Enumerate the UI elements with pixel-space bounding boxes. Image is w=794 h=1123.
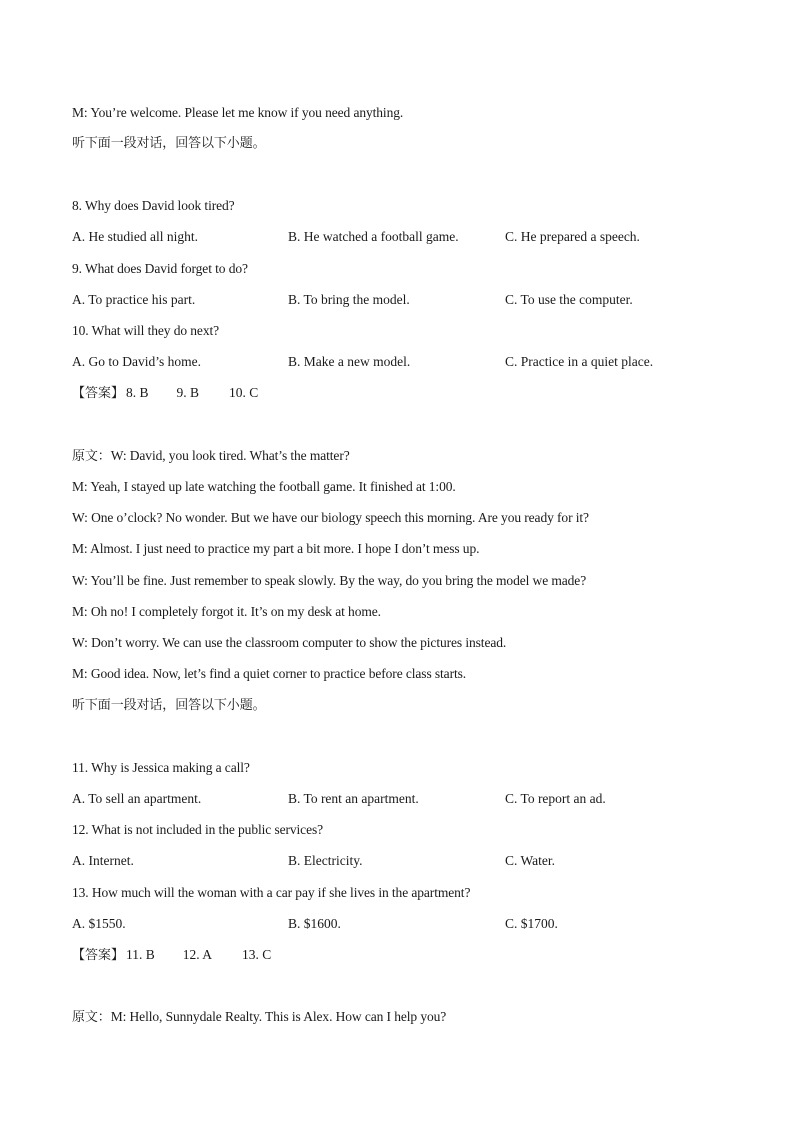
option-c: C. Water. (505, 853, 556, 868)
dialogue-line: W: David, you look tired. What’s the matter? (110, 448, 350, 463)
answer-13: 13. C (242, 947, 272, 962)
option-a: A. He studied all night. (72, 229, 198, 244)
option-b: B. To bring the model. (288, 292, 410, 307)
option-a: A. Internet. (72, 853, 134, 868)
option-c: C. He prepared a speech. (505, 229, 640, 244)
option-c: C. Practice in a quiet place. (505, 354, 654, 369)
answer-label: 【答案】 (72, 386, 125, 401)
dialogue-line: M: Almost. I just need to practice my part a bit more. I hope I don’t mess up. (72, 541, 480, 556)
option-b: B. To rent an apartment. (288, 791, 419, 806)
question-8: 8. Why does David look tired? (72, 198, 235, 213)
dialogue-line: W: One o’clock? No wonder. But we have our biology speech this morning. Are you ready for it? (72, 510, 589, 525)
answer-11: 11. B (126, 947, 155, 962)
option-c: C. To report an ad. (505, 791, 606, 806)
transcript-first-line (72, 1008, 446, 1027)
dialogue-line: M: Hello, Sunnydale Realty. This is Alex. How can I help you? (110, 1009, 447, 1024)
answer-10: 10. C (229, 385, 259, 400)
question-12: 12. What is not included in the public services? (72, 822, 324, 837)
option-a: A. Go to David’s home. (72, 354, 201, 369)
option-c: C. $1700. (505, 916, 558, 931)
transcript-first-line (72, 447, 350, 466)
section-instruction: 听下面一段对话，回答以下小题。 (72, 136, 266, 151)
dialogue-line: W: Don’t worry. We can use the classroom computer to show the pictures instead. (72, 635, 507, 650)
dialogue-line: M: Yeah, I stayed up late watching the football game. It finished at 1:00. (72, 479, 456, 494)
transcript-label: 原文： (72, 1010, 111, 1025)
dialogue-line: M: You’re welcome. Please let me know if you need anything. (72, 105, 404, 120)
option-a: A. To practice his part. (72, 292, 196, 307)
option-b: B. He watched a football game. (288, 229, 459, 244)
answer-9: 9. B (176, 385, 200, 400)
answer-key-2 (72, 946, 271, 965)
option-a: A. $1550. (72, 916, 126, 931)
question-11: 11. Why is Jessica making a call? (72, 760, 250, 775)
option-c: C. To use the computer. (505, 292, 633, 307)
dialogue-line: M: Good idea. Now, let’s find a quiet corner to practice before class starts. (72, 666, 467, 681)
dialogue-line: M: Oh no! I completely forgot it. It’s on my desk at home. (72, 604, 381, 619)
question-9: 9. What does David forget to do? (72, 261, 248, 276)
answer-8: 8. B (126, 385, 149, 400)
dialogue-line: W: You’ll be fine. Just remember to speak slowly. By the way, do you bring the model we made? (72, 573, 587, 588)
option-a: A. To sell an apartment. (72, 791, 202, 806)
transcript-label: 原文： (72, 449, 111, 464)
option-b: B. Electricity. (288, 853, 363, 868)
question-10: 10. What will they do next? (72, 323, 220, 338)
answer-label: 【答案】 (72, 948, 125, 963)
question-13: 13. How much will the woman with a car pay if she lives in the apartment? (72, 885, 471, 900)
section-instruction: 听下面一段对话，回答以下小题。 (72, 698, 266, 713)
option-b: B. $1600. (288, 916, 341, 931)
answer-12: 12. A (182, 947, 213, 962)
answer-key-1 (72, 384, 258, 403)
option-b: B. Make a new model. (288, 354, 411, 369)
